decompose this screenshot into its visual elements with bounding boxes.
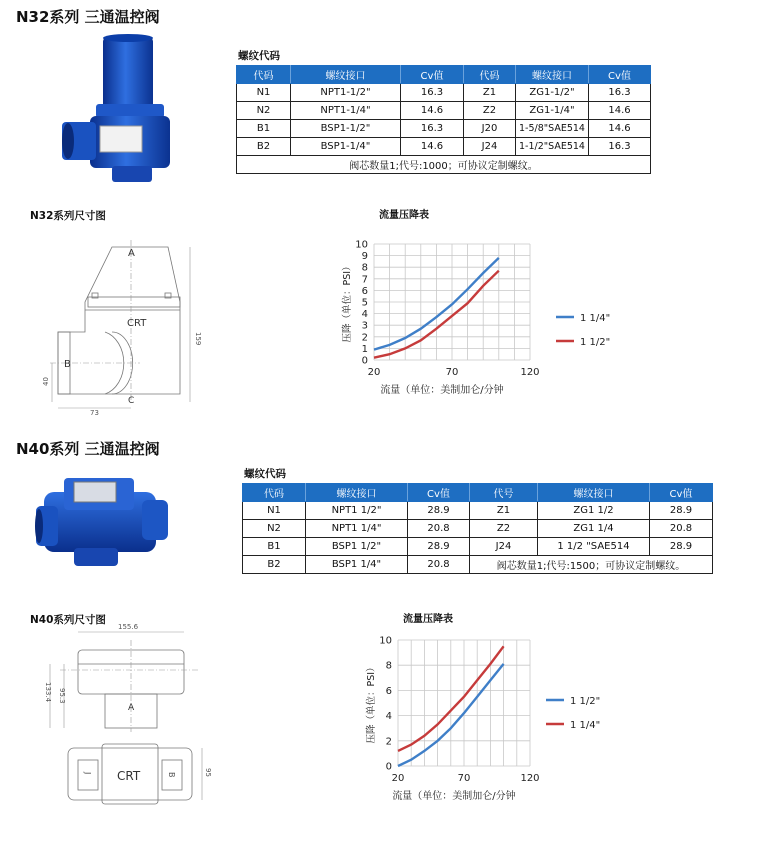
n40-thread-table bbox=[242, 483, 713, 574]
legend-label: 1 1/2" bbox=[580, 337, 611, 348]
dim-95: 95 bbox=[204, 768, 212, 777]
table-row bbox=[237, 84, 651, 102]
table-cell: 1-1/2"SAE514 bbox=[516, 138, 589, 156]
table-cell: 28.9 bbox=[650, 502, 713, 520]
n40-flow-chart bbox=[318, 610, 648, 820]
y-tick-label: 2 bbox=[361, 332, 368, 344]
table-cell: 16.3 bbox=[589, 84, 651, 102]
table-cell: 14.6 bbox=[589, 120, 651, 138]
header-cell: Cv值 bbox=[408, 484, 470, 502]
table-cell: J24 bbox=[464, 138, 516, 156]
n32-dim-title: N32系列尺寸图 bbox=[30, 210, 106, 222]
drawing-label-crt: CRT bbox=[117, 769, 141, 783]
y-tick-label: 9 bbox=[361, 251, 368, 263]
table-cell: J24 bbox=[470, 538, 538, 556]
y-axis-label: 压降（单位：PSI） bbox=[366, 662, 377, 744]
table-cell: 16.3 bbox=[401, 84, 464, 102]
table-row bbox=[243, 502, 713, 520]
n40-thread-title: 螺纹代码 bbox=[244, 468, 286, 480]
x-tick-label: 120 bbox=[520, 773, 540, 784]
n32-thread-title: 螺纹代码 bbox=[238, 50, 280, 62]
table-cell: N2 bbox=[237, 102, 291, 120]
table-cell: N1 bbox=[243, 502, 306, 520]
y-tick-label: 5 bbox=[361, 297, 368, 309]
chart-title: 流量压降表 bbox=[379, 210, 429, 221]
dim-155-6: 155.6 bbox=[118, 623, 139, 631]
header-cell: 代码 bbox=[464, 66, 516, 84]
table-cell: NPT1-1/4" bbox=[291, 102, 401, 120]
table-cell: 1 1/2 "SAE514 bbox=[538, 538, 650, 556]
table-cell: BSP1 1/2" bbox=[306, 538, 408, 556]
table-note: 阀芯数量1;代号:1500；可协议定制螺纹。 bbox=[470, 556, 713, 574]
x-axis-label: 流量（单位：美制加仑/分钟 bbox=[392, 791, 516, 802]
table-cell: 16.3 bbox=[401, 120, 464, 138]
header-cell: 螺纹接口 bbox=[291, 66, 401, 84]
y-tick-label: 6 bbox=[385, 685, 392, 697]
y-tick-label: 4 bbox=[385, 711, 392, 723]
dim-159: 159 bbox=[194, 332, 202, 346]
table-cell: ZG1-1/4" bbox=[516, 102, 589, 120]
table-cell: 1-5/8"SAE514 bbox=[516, 120, 589, 138]
drawing-label-j: J bbox=[83, 772, 92, 775]
y-tick-label: 10 bbox=[355, 239, 368, 251]
table-cell: 20.8 bbox=[408, 520, 470, 538]
n40-title: N40系列 三通温控阀 bbox=[16, 440, 160, 458]
table-cell: N2 bbox=[243, 520, 306, 538]
header-cell: 螺纹接口 bbox=[306, 484, 408, 502]
table-header-row bbox=[243, 484, 713, 502]
header-cell: 代码 bbox=[237, 66, 291, 84]
y-axis-label: 压降（单位：PSI） bbox=[342, 261, 353, 343]
y-tick-label: 6 bbox=[361, 285, 368, 297]
table-cell: 14.6 bbox=[589, 102, 651, 120]
table-row bbox=[243, 556, 713, 574]
n32-dimension-drawing bbox=[30, 232, 220, 422]
drawing-label-a: A bbox=[128, 703, 135, 713]
table-cell: BSP1-1/4" bbox=[291, 138, 401, 156]
table-row bbox=[243, 538, 713, 556]
y-tick-label: 2 bbox=[385, 736, 392, 748]
y-tick-label: 0 bbox=[385, 761, 392, 773]
x-tick-label: 70 bbox=[445, 367, 459, 378]
table-note-row bbox=[237, 156, 651, 174]
table-cell: BSP1-1/2" bbox=[291, 120, 401, 138]
chart-title: 流量压降表 bbox=[403, 614, 453, 625]
table-cell: ZG1 1/2 bbox=[538, 502, 650, 520]
x-tick-label: 120 bbox=[520, 367, 540, 378]
drawing-label-crt: CRT bbox=[127, 318, 147, 329]
n32-title: N32系列 三通温控阀 bbox=[16, 8, 160, 26]
drawing-label-a: A bbox=[128, 248, 135, 259]
table-row bbox=[237, 120, 651, 138]
table-cell: ZG1-1/2" bbox=[516, 84, 589, 102]
table-cell: 14.6 bbox=[401, 102, 464, 120]
table-cell: ZG1 1/4 bbox=[538, 520, 650, 538]
table-cell: B1 bbox=[237, 120, 291, 138]
header-cell: 代号 bbox=[470, 484, 538, 502]
dim-95-3: 95.3 bbox=[58, 688, 66, 704]
legend-label: 1 1/4" bbox=[570, 720, 601, 731]
table-cell: 20.8 bbox=[650, 520, 713, 538]
table-row bbox=[237, 102, 651, 120]
header-cell: Cv值 bbox=[650, 484, 713, 502]
y-tick-label: 7 bbox=[361, 274, 368, 286]
table-cell: 16.3 bbox=[589, 138, 651, 156]
n40-dimension-drawing bbox=[30, 620, 220, 815]
table-cell: 28.9 bbox=[408, 538, 470, 556]
n32-flow-chart bbox=[318, 206, 648, 411]
table-note: 阀芯数量1;代号:1000；可协议定制螺纹。 bbox=[237, 156, 651, 174]
y-tick-label: 8 bbox=[385, 660, 392, 672]
table-cell: 20.8 bbox=[408, 556, 470, 574]
header-cell: 螺纹接口 bbox=[538, 484, 650, 502]
x-tick-label: 20 bbox=[391, 773, 405, 784]
table-cell: 14.6 bbox=[401, 138, 464, 156]
drawing-label-b: B bbox=[167, 772, 176, 778]
table-cell: 28.9 bbox=[650, 538, 713, 556]
table-header-row bbox=[237, 66, 651, 84]
table-cell: J20 bbox=[464, 120, 516, 138]
table-cell: NPT1 1/2" bbox=[306, 502, 408, 520]
x-axis-label: 流量（单位：美制加仑/分钟 bbox=[380, 385, 504, 396]
y-tick-label: 0 bbox=[361, 355, 368, 367]
table-cell: B2 bbox=[237, 138, 291, 156]
header-cell: Cv值 bbox=[589, 66, 651, 84]
table-cell: Z2 bbox=[470, 520, 538, 538]
dim-133-4: 133.4 bbox=[44, 682, 52, 703]
y-tick-label: 1 bbox=[361, 343, 368, 355]
header-cell: 螺纹接口 bbox=[516, 66, 589, 84]
x-tick-label: 20 bbox=[367, 367, 381, 378]
table-cell: Z1 bbox=[470, 502, 538, 520]
y-tick-label: 4 bbox=[361, 309, 368, 321]
dim-73: 73 bbox=[90, 409, 99, 417]
table-cell: BSP1 1/4" bbox=[306, 556, 408, 574]
table-cell: 28.9 bbox=[408, 502, 470, 520]
header-cell: 代码 bbox=[243, 484, 306, 502]
table-cell: N1 bbox=[237, 84, 291, 102]
x-tick-label: 70 bbox=[457, 773, 471, 784]
table-row bbox=[237, 138, 651, 156]
legend-label: 1 1/4" bbox=[580, 313, 611, 324]
table-cell: NPT1-1/2" bbox=[291, 84, 401, 102]
header-cell: Cv值 bbox=[401, 66, 464, 84]
table-cell: NPT1 1/4" bbox=[306, 520, 408, 538]
n40-dim-title: N40系列尺寸图 bbox=[30, 614, 106, 626]
legend-label: 1 1/2" bbox=[570, 696, 601, 707]
table-cell: Z2 bbox=[464, 102, 516, 120]
n32-valve-photo bbox=[60, 34, 175, 184]
dim-40: 40 bbox=[42, 377, 50, 386]
table-row bbox=[243, 520, 713, 538]
y-tick-label: 3 bbox=[361, 320, 368, 332]
table-cell: B2 bbox=[243, 556, 306, 574]
y-tick-label: 8 bbox=[361, 262, 368, 274]
table-cell: B1 bbox=[243, 538, 306, 556]
drawing-label-c: C bbox=[128, 396, 135, 406]
drawing-label-b: B bbox=[64, 359, 71, 370]
n32-thread-table bbox=[236, 65, 651, 174]
y-tick-label: 10 bbox=[379, 635, 392, 647]
table-cell: Z1 bbox=[464, 84, 516, 102]
n40-valve-photo bbox=[34, 470, 174, 570]
